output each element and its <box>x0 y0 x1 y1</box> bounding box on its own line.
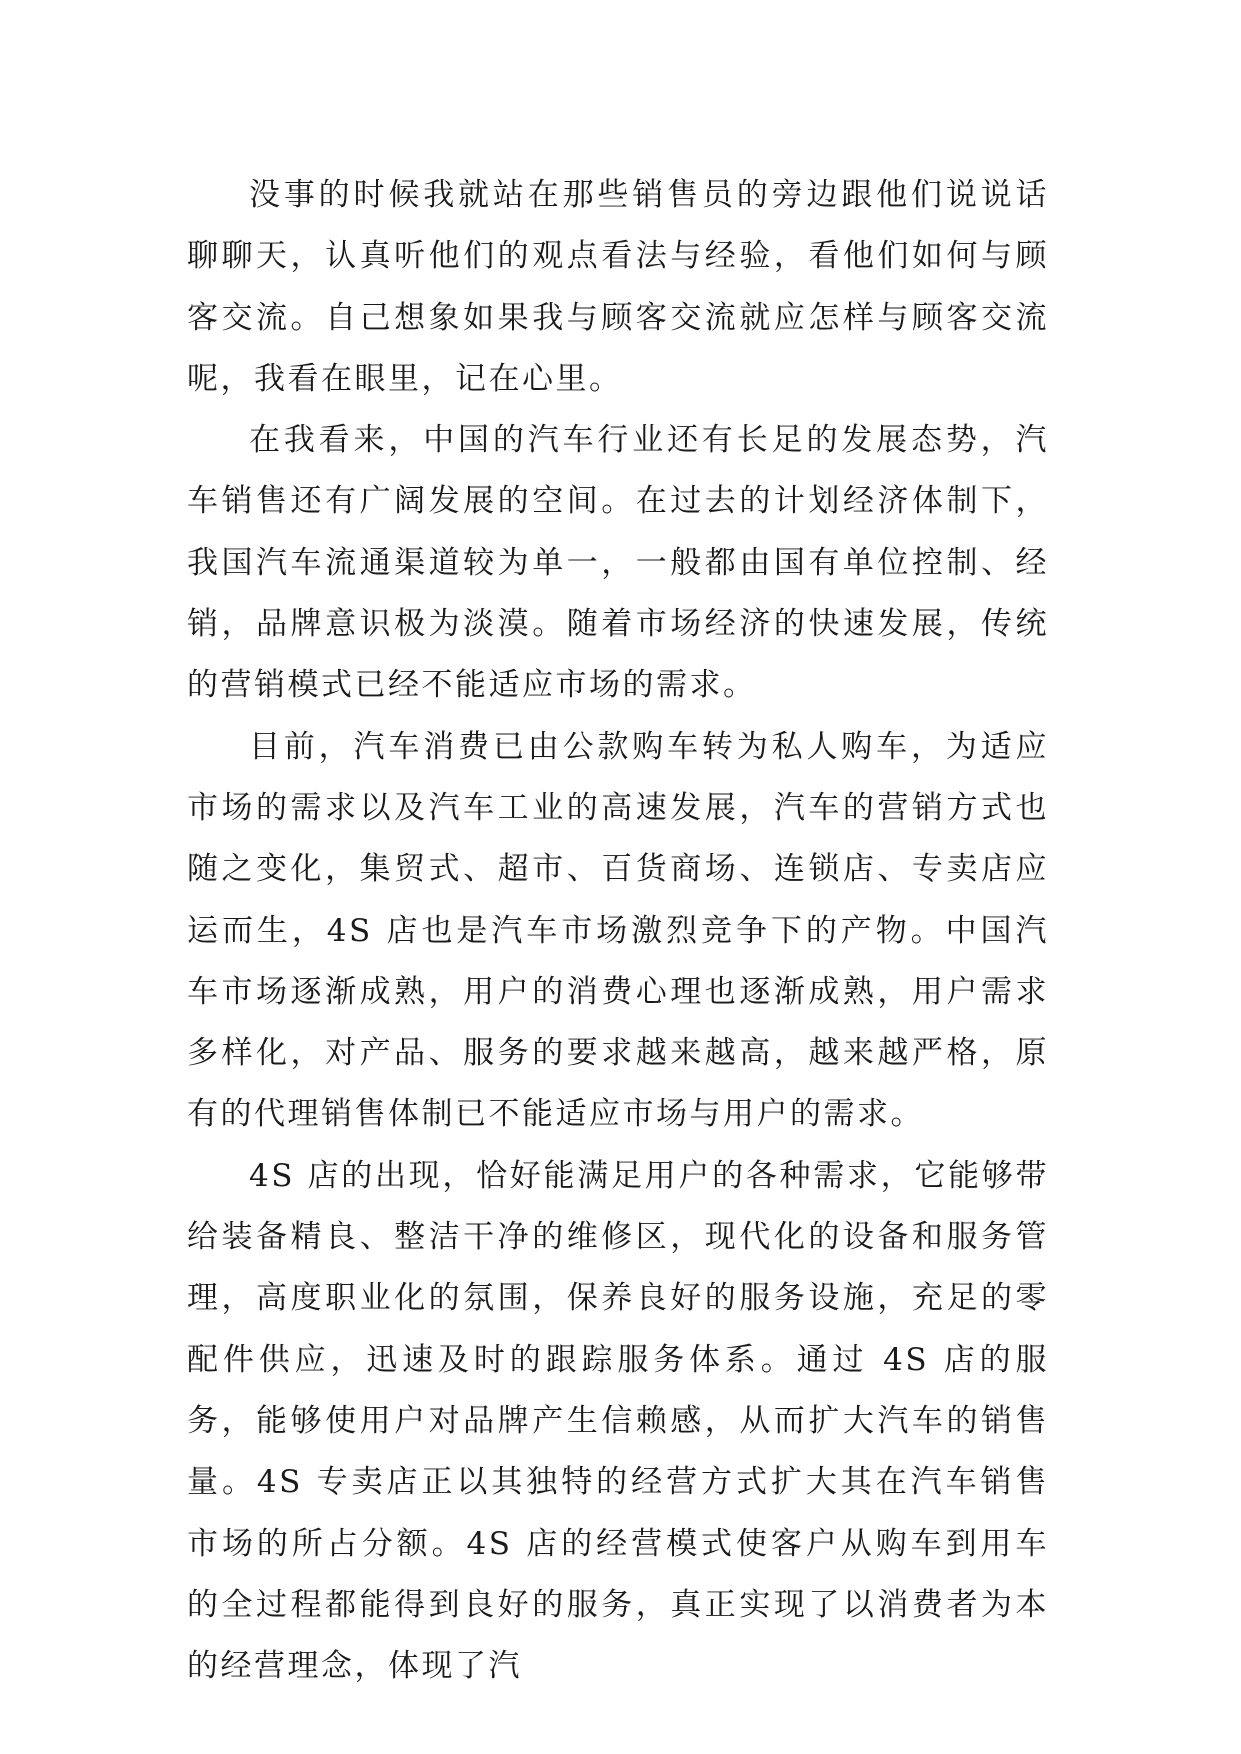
paragraph-3: 目前，汽车消费已由公款购车转为私人购车，为适应市场的需求以及汽车工业的高速发展，汽车的营销方式也随之变化，集贸式、超市、百货商场、连锁店、专卖店应运而生，4S 店也是汽车市场激烈竞争下的产物。中国汽车市场逐渐成熟，用户的消费心理也逐渐成熟，用户需求多样化，对产品、服务的要求越来越高，越来越严格，原有的代理销售体制已不能适应市场与用户的需求。 <box>187 728 1049 1133</box>
paragraph-2: 在我看来，中国的汽车行业还有长足的发展态势，汽车销售还有广阔发展的空间。在过去的计划经济体制下，我国汽车流通渠道较为单一，一般都由国有单位控制、经销，品牌意识极为淡漠。随着市场经济的快速发展，传统的营销模式已经不能适应市场的需求。 <box>187 422 1049 704</box>
paragraph-4: 4S 店的出现，恰好能满足用户的各种需求，它能够带给装备精良、整洁干净的维修区，现代化的设备和服务管理，高度职业化的氛围，保养良好的服务设施，充足的零配件供应，迅速及时的跟踪服务体系。通过 4S 店的服务，能够使用户对品牌产生信赖感，从而扩大汽车的销售量。4S 专卖店正以其独特的经营方式扩大其在汽车销售市场的所占分额。4S 店的经营模式使客户从购车到用车的全过程都能得到良好的服务，真正实现了以消费者为本的经营理念，体现了汽 <box>187 1157 1049 1685</box>
document-body <box>187 165 1049 1697</box>
paragraph-1: 没事的时候我就站在那些销售员的旁边跟他们说说话聊聊天，认真听他们的观点看法与经验，看他们如何与顾客交流。自己想象如果我与顾客交流就应怎样与顾客交流呢，我看在眼里，记在心里。 <box>187 177 1049 397</box>
